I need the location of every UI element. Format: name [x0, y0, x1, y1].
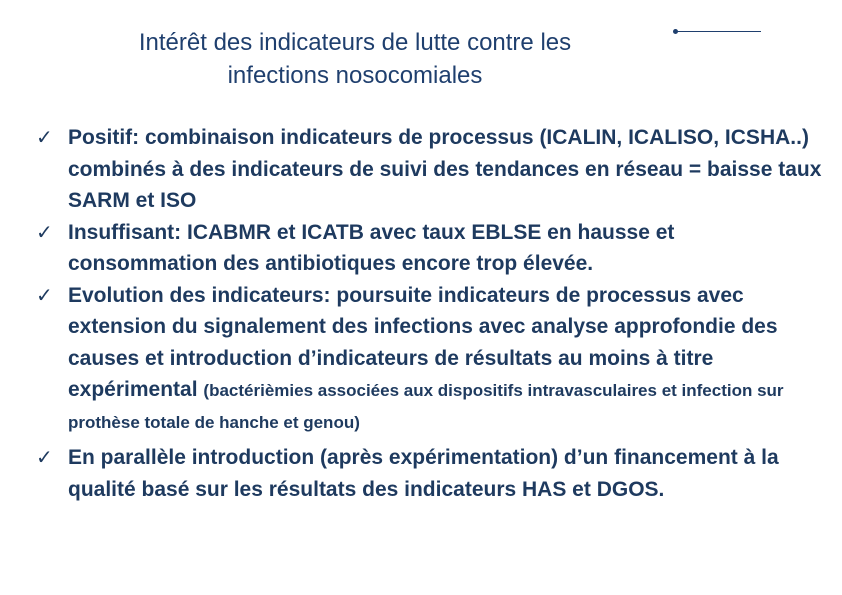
bullet-text: En parallèle introduction (après expérimentation) d’un financement à la qualité basé sur les résultats des indicateurs HAS et DGOS. — [68, 446, 779, 501]
decorative-line — [676, 31, 761, 32]
slide-title — [60, 26, 650, 92]
bullet-text: Evolution des indicateurs: poursuite indicateurs de processus avec extension du signalement des infections avec analyse approfondie des causes et introduction d’indicateurs de résultats au moins à titre expérimental — [68, 283, 778, 401]
bullet-text-with-note — [68, 280, 826, 439]
bullet-item-evolution — [36, 280, 826, 439]
bullet-text: Insuffisant: ICABMR et ICATB avec taux EBLSE en hausse et consommation des antibiotiques encore trop élevée. — [68, 220, 675, 275]
checkmark-icon: ✓ — [36, 221, 53, 244]
bullet-list — [36, 122, 826, 505]
checkmark-icon: ✓ — [36, 447, 53, 469]
bullet-item-positif — [36, 122, 826, 217]
checkmark-icon: ✓ — [36, 127, 53, 149]
bullet-item-financement — [36, 442, 826, 505]
slide-title-line-1: Intérêt des indicateurs de lutte contre les — [138, 29, 572, 56]
checkmark-icon: ✓ — [36, 284, 53, 307]
bullet-item-insuffisant — [36, 217, 826, 280]
bullet-text: Positif: combinaison indicateurs de processus (ICALIN, ICALISO, ICSHA..) combinés à des indicateurs de suivi des tendances en réseau = baisse taux SARM et ISO — [68, 126, 822, 212]
bullet-note: (bactérièmies associées aux dispositifs intravasculaires et infection sur prothèse totale de hanche et genou) — [68, 381, 784, 432]
slide-title-line-2: infections nosocomiales — [227, 62, 483, 89]
